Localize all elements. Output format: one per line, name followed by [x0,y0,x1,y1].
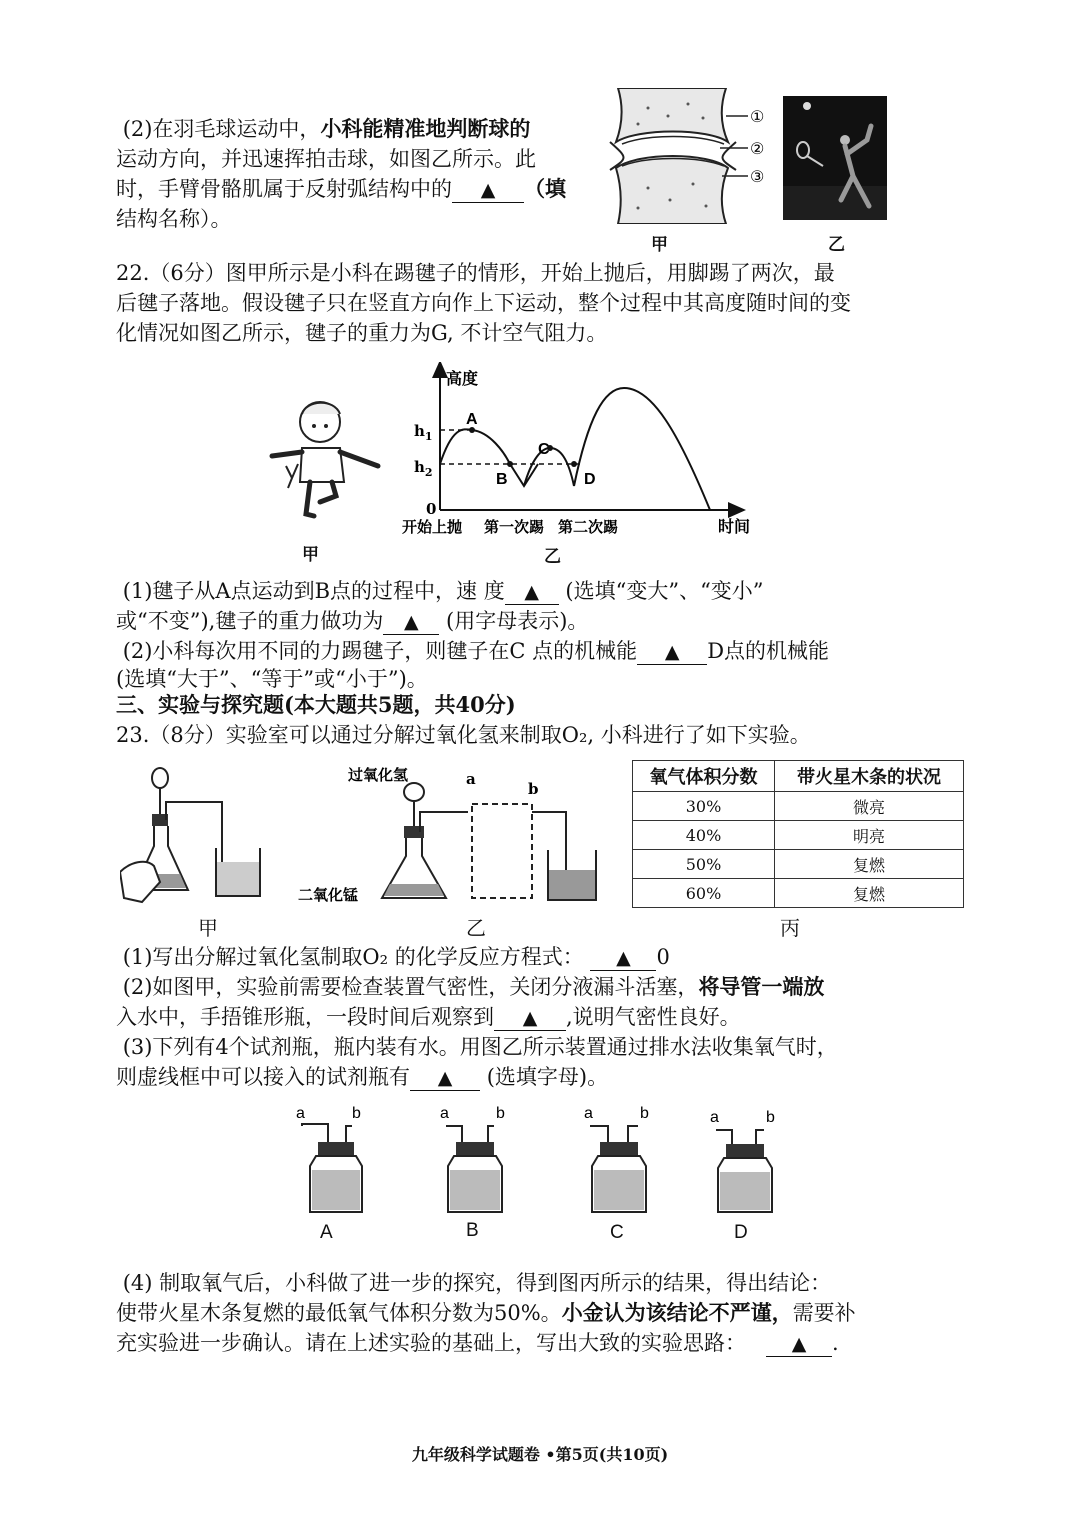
point-D [571,461,577,467]
y-tick-h1: $h_1$ [414,422,433,443]
table-cell: 50% [633,850,775,879]
table-row [633,821,964,850]
q22-sub2-line1: (2)小科每次用不同的力踢毽子，则毽子在C 点的机械能 ▲ D点的机械能 [122,639,830,663]
point-label-C: C [538,441,550,458]
table-header-row [633,761,964,792]
answer-blank[interactable]: ▲ [494,1006,566,1031]
x-axis-label: 时间 [718,517,751,536]
svg-text:a: a [296,1105,305,1122]
answer-blank[interactable]: ▲ [410,1066,480,1091]
table-row [633,792,964,821]
kid-kicking-figure [266,392,386,532]
x-label-kick2: 第二次踢 [558,518,619,536]
svg-text:b: b [766,1109,775,1126]
q23-sub3-line1: (3)下列有4个试剂瓶，瓶内装有水。用图乙所示装置通过排水法收集氧气时， [122,1035,838,1059]
q22-intro-line3: 化情况如图乙所示，毽子的重力为G, 不计空气阻力。 [116,321,608,345]
table-header-cell: 带火星木条的状况 [775,761,964,792]
table-cell: 明亮 [775,821,964,850]
bottle-a [296,1105,362,1212]
q22-sub2-line2: (选填“大于”、“等于”或“小于”)。 [116,667,428,691]
badminton-photo [783,96,887,220]
point-B [507,461,513,467]
q21-2-line4: 结构名称）。 [116,207,232,231]
svg-text:a: a [710,1109,719,1126]
answer-blank[interactable]: ▲ [637,640,707,665]
bottle-label-c: C [610,1222,624,1243]
svg-text:a: a [584,1105,593,1122]
q22-sub1-line1: (1)毽子从A点运动到B点的过程中，速 度 ▲ (选填“变大”、“变小” [122,579,764,603]
table-cell: 复燃 [775,879,964,908]
table-cell: 复燃 [775,850,964,879]
q23-fig-caption-yi: 乙 [466,916,486,940]
answer-blank[interactable]: ▲ [452,178,524,203]
point-label-A: A [466,411,478,428]
q23-sub4-line3: 充实验进一步确认。请在上述实验的基础上，写出大致的实验思路： ▲ . [116,1331,839,1355]
q22-fig-caption-jia: 甲 [302,545,319,565]
bottle-label-b: B [466,1220,479,1241]
point-label-D: D [584,471,596,488]
answer-blank[interactable]: ▲ [590,946,656,971]
apparatus-yi-figure [296,760,606,906]
q22-fig-caption-yi: 乙 [544,547,561,567]
q23-sub4-line1: (4) 制取氧气后，小科做了进一步的探究，得到图丙所示的结果，得出结论： [122,1271,832,1295]
q21-2-line2: 运动方向，并迅速挥拍击球，如图乙所示。此 [116,147,536,171]
joint-label-3: ③ [750,167,765,186]
q22-intro-line2: 后毽子落地。假设毽子只在竖直方向作上下运动，整个过程中其高度随时间的变 [116,291,851,315]
q23-intro: 23.（8分）实验室可以通过分解过氧化氢来制取O₂, 小科进行了如下实验。 [116,723,811,747]
curve-segment-kick2 [574,388,710,510]
q23-sub4-line2: 使带火星木条复燃的最低氧气体积分数为50%。小金认为该结论不严谨，需要补 [116,1300,856,1325]
answer-blank[interactable]: ▲ [383,610,439,635]
q23-sub3-line2: 则虚线框中可以接入的试剂瓶有 ▲ (选填字母)。 [116,1065,609,1089]
svg-text:b: b [640,1105,649,1122]
q23-sub2-line2: 入水中，手捂锥形瓶，一段时间后观察到 ▲ ,说明气密性良好。 [116,1005,741,1029]
table-header-cell: 氧气体积分数 [633,761,775,792]
q21-2-line3: 时，手臂骨骼肌属于反射弧结构中的 ▲ （填 [116,176,566,201]
curve-segment-toss [440,429,510,464]
bottle-label-a: A [320,1222,333,1243]
svg-text:a: a [440,1105,449,1122]
table-cell: 微亮 [775,792,964,821]
y-tick-h2: $h_2$ [414,458,433,479]
bottle-d [710,1109,775,1212]
joint-figure [608,88,780,224]
table-cell: 30% [633,792,775,821]
page-footer: 九年级科学试题卷 •第5页(共10页) [411,1445,669,1464]
oxygen-results-table [632,760,964,908]
svg-text:b: b [352,1105,361,1122]
tube-label-b: b [528,780,539,798]
q23-fig-caption-bing: 丙 [780,916,800,940]
fig-caption-yi: 乙 [828,235,845,255]
joint-label-1: ① [750,107,765,126]
tube-label-a: a [466,770,476,788]
q22-sub1-line2: 或“不变”),毽子的重力做功为 ▲ (用字母表示)。 [116,609,589,633]
q23-sub1: (1)写出分解过氧化氢制取O₂ 的化学反应方程式： ▲ 0 [122,945,670,969]
q23-sub2-line1: (2)如图甲，实验前需要检查装置气密性，关闭分液漏斗活塞，将导管一端放 [122,974,825,999]
table-row [633,879,964,908]
bottle-b [440,1105,505,1212]
bottle-c [584,1105,649,1212]
q23-fig-caption-jia: 甲 [198,916,218,940]
h2o2-label: 过氧化氢 [348,766,409,784]
point-label-B: B [496,471,508,488]
svg-text:b: b [496,1105,505,1122]
table-row [633,850,964,879]
answer-blank[interactable]: ▲ [505,580,559,605]
y-tick-0: 0 [426,500,437,518]
x-label-start: 开始上抛 [402,518,463,536]
apparatus-jia-figure [120,762,280,906]
bottle-label-d: D [734,1222,748,1243]
q22-intro-line1: 22.（6分）图甲所示是小科在踢毽子的情形，开始上抛后，用脚踢了两次，最 [116,261,835,285]
x-label-kick1: 第一次踢 [484,518,545,536]
fig-caption-jia: 甲 [651,235,668,255]
mno2-label: 二氧化锰 [298,886,359,904]
section-3-title: 三、实验与探究题(本大题共5题，共40分) [116,692,516,717]
reagent-bottles-figure [280,1100,800,1218]
table-cell: 40% [633,821,775,850]
q21-2-line1: (2)在羽毛球运动中，小科能精准地判断球的 [122,116,531,141]
y-axis-label: 高度 [446,369,479,388]
height-time-chart [392,362,794,540]
table-cell: 60% [633,879,775,908]
joint-label-2: ② [750,139,765,158]
answer-blank[interactable]: ▲ [766,1332,832,1357]
